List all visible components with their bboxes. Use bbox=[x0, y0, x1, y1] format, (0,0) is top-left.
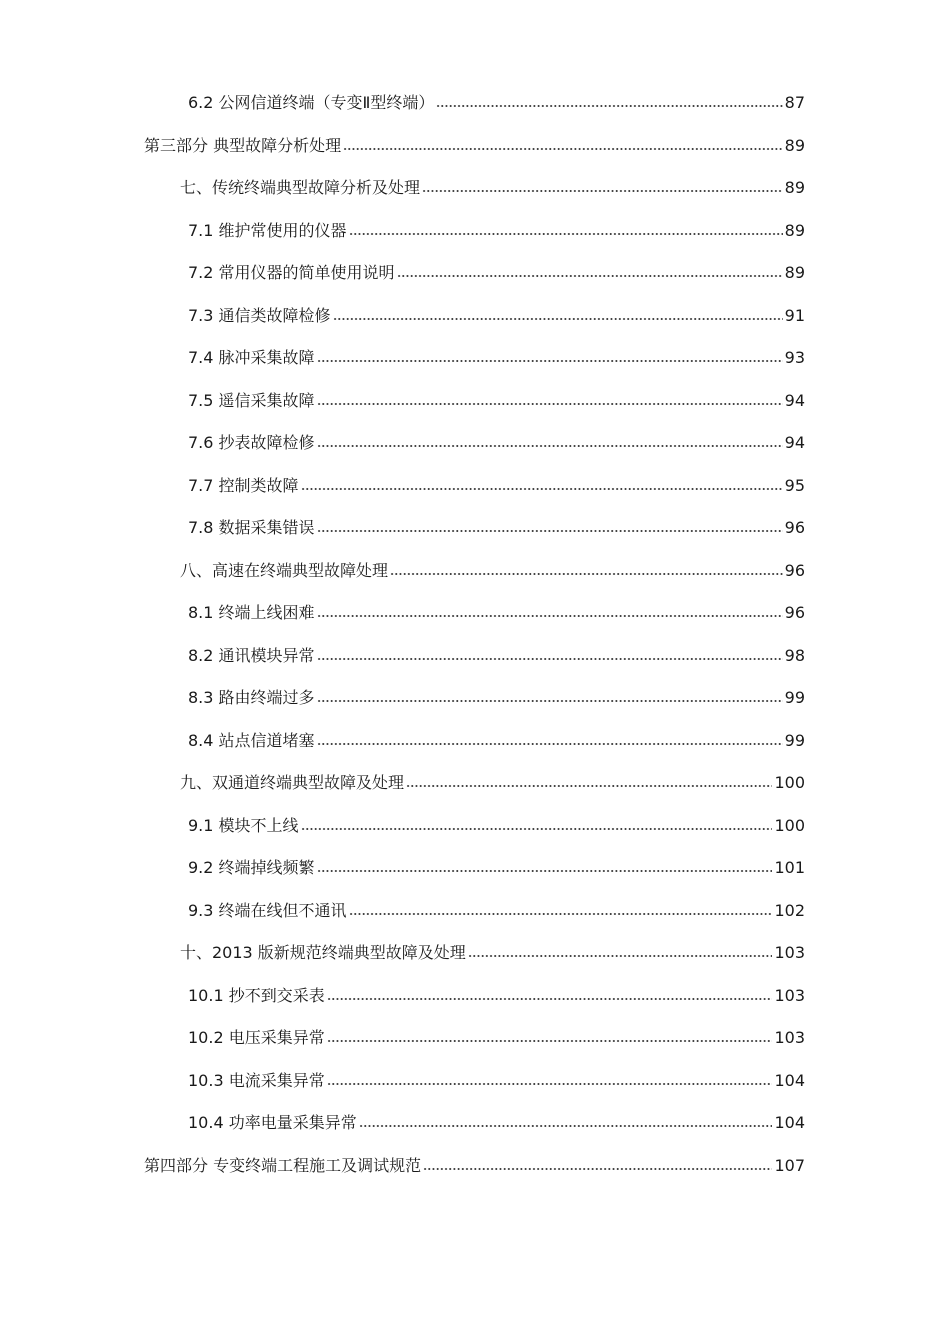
toc-entry[interactable] bbox=[0, 295, 950, 338]
dot-leader bbox=[317, 651, 783, 667]
dot-leader bbox=[301, 481, 783, 497]
toc-entry[interactable] bbox=[0, 252, 950, 295]
toc-entry-title: 9.1 模块不上线 bbox=[188, 815, 299, 835]
dot-leader bbox=[397, 268, 783, 284]
toc-entry-page-number: 100 bbox=[774, 773, 805, 793]
dot-leader bbox=[317, 438, 783, 454]
toc-entry-page-number: 93 bbox=[784, 348, 805, 368]
toc-entry[interactable] bbox=[0, 890, 950, 933]
toc-entry[interactable] bbox=[0, 932, 950, 975]
toc-entry-page-number: 96 bbox=[784, 560, 805, 580]
toc-entry-title: 7.2 常用仪器的简单使用说明 bbox=[188, 263, 395, 283]
dot-leader bbox=[468, 948, 773, 964]
toc-entry[interactable] bbox=[0, 167, 950, 210]
dot-leader bbox=[390, 566, 783, 582]
toc-entry-page-number: 103 bbox=[774, 985, 805, 1005]
toc-entry-title: 9.2 终端掉线频繁 bbox=[188, 858, 315, 878]
toc-entry-page-number: 99 bbox=[784, 730, 805, 750]
dot-leader bbox=[327, 991, 773, 1007]
toc-entry-page-number: 91 bbox=[784, 305, 805, 325]
toc-entry-page-number: 104 bbox=[774, 1113, 805, 1133]
toc-entry-title: 7.4 脉冲采集故障 bbox=[188, 348, 315, 368]
toc-entry-title: 9.3 终端在线但不通讯 bbox=[188, 900, 347, 920]
dot-leader bbox=[436, 98, 782, 114]
dot-leader bbox=[317, 523, 783, 539]
toc-entry[interactable] bbox=[0, 82, 950, 125]
toc-entry-page-number: 102 bbox=[774, 900, 805, 920]
toc-entry-title: 第四部分 专变终端工程施工及调试规范 bbox=[144, 1155, 422, 1175]
toc-entry[interactable] bbox=[0, 975, 950, 1018]
toc-entry[interactable] bbox=[0, 337, 950, 380]
toc-entry-title: 10.3 电流采集异常 bbox=[188, 1070, 325, 1090]
toc-entry[interactable] bbox=[0, 1017, 950, 1060]
toc-entry[interactable] bbox=[0, 422, 950, 465]
toc-entry-title: 8.1 终端上线困难 bbox=[188, 603, 315, 623]
toc-entry[interactable] bbox=[0, 1102, 950, 1145]
toc-entry-page-number: 103 bbox=[774, 943, 805, 963]
toc-entry-page-number: 95 bbox=[784, 475, 805, 495]
dot-leader bbox=[317, 608, 783, 624]
toc-entry-title: 第三部分 典型故障分析处理 bbox=[144, 135, 342, 155]
toc-entry[interactable] bbox=[0, 762, 950, 805]
dot-leader bbox=[327, 1033, 773, 1049]
toc-entry-title: 8.2 通讯模块异常 bbox=[188, 645, 315, 665]
toc-entry-page-number: 99 bbox=[784, 688, 805, 708]
toc-entry-title: 7.6 抄表故障检修 bbox=[188, 433, 315, 453]
table-of-contents bbox=[0, 82, 950, 1187]
toc-entry-title: 七、传统终端典型故障分析及处理 bbox=[180, 178, 421, 198]
toc-entry-page-number: 89 bbox=[784, 135, 805, 155]
toc-entry-page-number: 94 bbox=[784, 390, 805, 410]
toc-entry[interactable] bbox=[0, 635, 950, 678]
toc-entry[interactable] bbox=[0, 847, 950, 890]
dot-leader bbox=[317, 736, 783, 752]
toc-entry-title: 10.2 电压采集异常 bbox=[188, 1028, 325, 1048]
toc-entry-title: 8.4 站点信道堵塞 bbox=[188, 730, 315, 750]
toc-entry-title: 8.3 路由终端过多 bbox=[188, 688, 315, 708]
toc-entry[interactable] bbox=[0, 720, 950, 763]
dot-leader bbox=[406, 778, 772, 794]
toc-entry-title: 7.3 通信类故障检修 bbox=[188, 305, 331, 325]
toc-entry[interactable] bbox=[0, 465, 950, 508]
toc-entry-page-number: 98 bbox=[784, 645, 805, 665]
toc-entry[interactable] bbox=[0, 677, 950, 720]
toc-entry[interactable] bbox=[0, 805, 950, 848]
dot-leader bbox=[333, 311, 783, 327]
toc-entry-page-number: 100 bbox=[774, 815, 805, 835]
dot-leader bbox=[317, 863, 773, 879]
toc-entry-page-number: 96 bbox=[784, 603, 805, 623]
toc-entry-title: 十、2013 版新规范终端典型故障及处理 bbox=[180, 943, 466, 963]
toc-entry-title: 7.5 遥信采集故障 bbox=[188, 390, 315, 410]
toc-entry-page-number: 89 bbox=[784, 263, 805, 283]
dot-leader bbox=[317, 396, 783, 412]
toc-entry-title: 八、高速在终端典型故障处理 bbox=[180, 560, 389, 580]
dot-leader bbox=[327, 1076, 773, 1092]
dot-leader bbox=[349, 906, 773, 922]
dot-leader bbox=[317, 693, 783, 709]
toc-entry-page-number: 87 bbox=[784, 93, 805, 113]
toc-entry[interactable] bbox=[0, 125, 950, 168]
toc-entry-page-number: 101 bbox=[774, 858, 805, 878]
dot-leader bbox=[343, 141, 783, 157]
dot-leader bbox=[349, 226, 783, 242]
toc-entry[interactable] bbox=[0, 380, 950, 423]
toc-entry-title: 6.2 公网信道终端（专变Ⅱ型终端） bbox=[188, 93, 435, 113]
toc-entry-page-number: 107 bbox=[774, 1155, 805, 1175]
toc-entry-page-number: 89 bbox=[784, 178, 805, 198]
toc-entry-title: 九、双通道终端典型故障及处理 bbox=[180, 773, 405, 793]
toc-entry-title: 7.1 维护常使用的仪器 bbox=[188, 220, 347, 240]
toc-entry[interactable] bbox=[0, 210, 950, 253]
toc-entry-title: 10.1 抄不到交采表 bbox=[188, 985, 325, 1005]
dot-leader bbox=[423, 1161, 772, 1177]
toc-entry[interactable] bbox=[0, 507, 950, 550]
toc-entry[interactable] bbox=[0, 550, 950, 593]
toc-entry-page-number: 94 bbox=[784, 433, 805, 453]
dot-leader bbox=[317, 353, 783, 369]
dot-leader bbox=[422, 183, 783, 199]
toc-entry-page-number: 96 bbox=[784, 518, 805, 538]
toc-entry[interactable] bbox=[0, 592, 950, 635]
dot-leader bbox=[301, 821, 773, 837]
toc-entry[interactable] bbox=[0, 1145, 950, 1188]
toc-entry-title: 7.8 数据采集错误 bbox=[188, 518, 315, 538]
toc-entry-title: 7.7 控制类故障 bbox=[188, 475, 299, 495]
toc-entry-page-number: 104 bbox=[774, 1070, 805, 1090]
toc-entry-page-number: 103 bbox=[774, 1028, 805, 1048]
toc-entry[interactable] bbox=[0, 1060, 950, 1103]
dot-leader bbox=[359, 1118, 773, 1134]
toc-entry-page-number: 89 bbox=[784, 220, 805, 240]
toc-entry-title: 10.4 功率电量采集异常 bbox=[188, 1113, 357, 1133]
